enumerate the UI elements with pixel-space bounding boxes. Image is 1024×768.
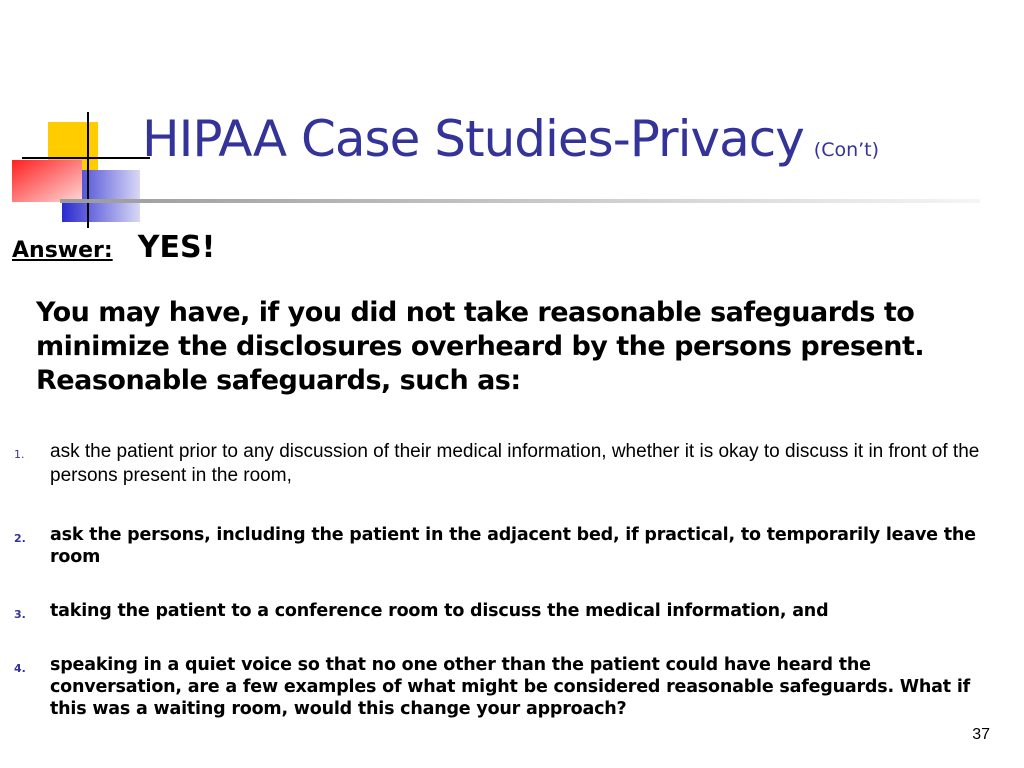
answer-row (12, 230, 215, 265)
list-text: ask the persons, including the patient in the adjacent bed, if practical, to temporarily leave the room (50, 525, 976, 567)
title-divider (60, 199, 980, 203)
list-text: speaking in a quiet voice so that no one other than the patient could have heard the conversation, are a few examples of what might be considered reasonable safeguards. What if this was a waiting room, would this change your approach? (50, 655, 971, 719)
list-text: ask the patient prior to any discussion of their medical information, whether it is okay to discuss it in front of the persons present in the room, (50, 441, 980, 486)
list-number: 3. (14, 608, 26, 621)
page-number: 37 (972, 726, 990, 743)
answer-value: YES! (137, 230, 216, 265)
list-number: 1. (14, 448, 25, 461)
list-text: taking the patient to a conference room to discuss the medical information, and (50, 601, 829, 621)
list-item (14, 524, 994, 568)
list-number: 2. (14, 532, 26, 545)
answer-label: Answer: (12, 238, 113, 263)
decorative-squares-icon (0, 0, 150, 240)
slide-title: HIPAA Case Studies-Privacy (142, 110, 804, 168)
list-item (14, 440, 994, 488)
lead-paragraph: You may have, if you did not take reasonable safeguards to minimize the disclosures overheard by the persons present. Reasonable safeguards, such as: (36, 297, 925, 396)
list-item (14, 600, 994, 622)
list-number: 4. (14, 662, 26, 675)
page-title (142, 110, 879, 168)
list-item (14, 654, 994, 720)
title-suffix: (Con’t) (813, 139, 880, 161)
